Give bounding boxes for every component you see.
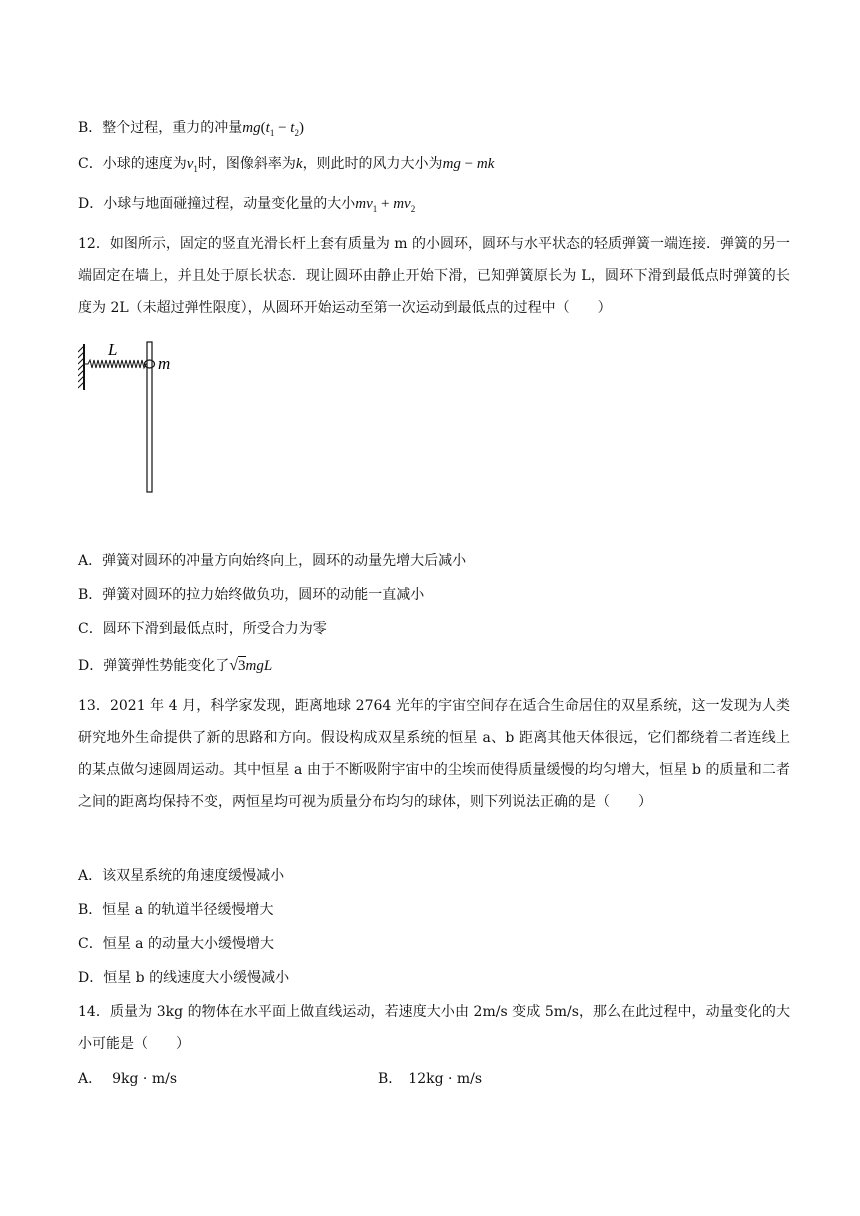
q14-option-b — [378, 1069, 482, 1089]
q11-option-d — [78, 194, 415, 219]
q11-option-c-text-1: C．小球的速度为 — [78, 156, 187, 172]
q14-option-a-letter: A． — [78, 1071, 103, 1087]
q11-option-b-formula: $mg(t_1 - t_2)$ — [242, 120, 304, 138]
spring — [84, 360, 148, 368]
q12-option-a: A．弹簧对圆环的冲量方向始终向上，圆环的动量先增大后减小 — [78, 553, 467, 569]
q13-option-b: B．恒星 a 的轨道半径缓慢增大 — [78, 902, 274, 918]
q11-option-c-text-3: ，则此时的风力大小为 — [302, 156, 443, 172]
q12-option-d-text: D．弹簧弹性势能变化了 — [78, 658, 230, 674]
q11-option-d-formula: $mv_1 + mv_2$ — [355, 196, 416, 214]
q11-option-c-v1: $v_1$ — [186, 156, 198, 174]
q12-option-d-formula: √3mgL — [229, 657, 273, 674]
q11-option-c-text-2: 时，图像斜率为 — [197, 156, 296, 172]
q12-stem: 12．如图所示，固定的竖直光滑长杆上套有质量为 m 的小圆环，圆环与水平状态的轻质弹簧一端连接．弹簧的另一端固定在墙上，并且处于原长状态．现让圆环由静止开始下滑，已知弹簧原长为 L，圆环下滑到最低点时弹簧的长度为 2L（未超过弹性限度），从圆环开始运动至第一次运动到最低点的过程中（ ） — [78, 236, 790, 316]
q13-option-d: D．恒星 b 的线速度大小缓慢减小 — [78, 970, 290, 986]
q14-option-b-letter: B． — [378, 1071, 403, 1087]
q11-option-d-text: D．小球与地面碰撞过程，动量变化量的大小 — [78, 196, 356, 212]
q11-option-c-formula: mg − mk — [442, 156, 495, 172]
q14-option-a-value: 9kg · m/s — [112, 1071, 178, 1087]
q12-option-b: B．弹簧对圆环的拉力始终做负功，圆环的动能一直减小 — [78, 587, 425, 603]
q11-option-c — [78, 154, 494, 179]
q13-stem: 13．2021 年 4 月，科学家发现，距离地球 2764 光年的宇宙空间存在适合生命居住的双星系统，这一发现为人类研究地外生命提供了新的思路和方向。假设构成双星系统的恒星 a、b 距离其他天体很远，它们都绕着二者连线上的某点做匀速圆周运动。其中恒星 a 由于不断吸附宇宙中的尘埃而使得质量缓慢的均匀增大，恒星 b 的质量和二者之间的距离均保持不变，两恒星均可视为质量分布均匀的球体，则下列说法正确的是（ ） — [78, 698, 790, 810]
q13-option-c: C．恒星 a 的动量大小缓慢增大 — [78, 936, 274, 952]
q11-option-c-k: k — [295, 156, 303, 172]
q14-stem: 14．质量为 3kg 的物体在水平面上做直线运动，若速度大小由 2m/s 变成 5m/s，那么在此过程中，动量变化的大小可能是（ ） — [78, 1004, 790, 1052]
vertical-rod — [147, 342, 152, 492]
ring-mass-label: m — [158, 354, 171, 373]
q12-option-c: C．圆环下滑到最低点时，所受合力为零 — [78, 621, 327, 637]
spring-length-label: L — [108, 340, 118, 359]
q14-option-b-value: 12kg · m/s — [408, 1071, 483, 1087]
q14-option-a — [78, 1069, 177, 1089]
q11-option-b — [78, 118, 304, 143]
q13-option-a: A．该双星系统的角速度缓慢减小 — [78, 868, 285, 884]
q12-figure — [78, 338, 188, 498]
q11-option-b-text: B．整个过程，重力的冲量 — [78, 120, 243, 136]
q12-option-d — [78, 656, 272, 676]
